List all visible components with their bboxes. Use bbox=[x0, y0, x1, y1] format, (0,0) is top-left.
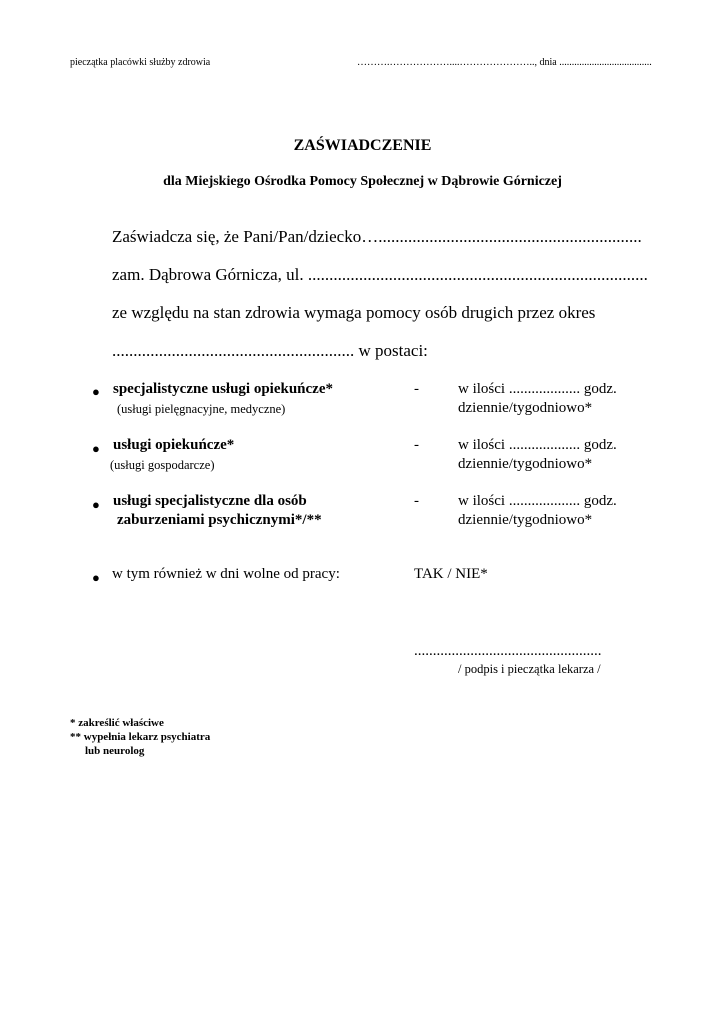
document-subtitle: dla Miejskiego Ośrodka Pomocy Społecznej w Dąbrowie Górniczej bbox=[163, 174, 562, 189]
period-line: ......................................................... w postaci: bbox=[112, 341, 428, 360]
footnote-2: ** wypełnia lekarz psychiatra bbox=[70, 731, 211, 743]
service-period: dziennie/tygodniowo* bbox=[458, 512, 593, 528]
service-period: dziennie/tygodniowo* bbox=[458, 456, 593, 472]
service-dash: - bbox=[414, 381, 419, 397]
service-note: (usługi gospodarcze) bbox=[110, 458, 215, 472]
service-label: usługi opiekuńcze* bbox=[113, 437, 235, 453]
bullet-icon: ● bbox=[92, 497, 100, 512]
service-quantity: w ilości ................... godz. bbox=[458, 381, 617, 397]
document-title: ZAŚWIADCZENIE bbox=[293, 137, 432, 154]
stamp-label: pieczątka placówki służby zdrowia bbox=[70, 57, 211, 68]
weekend-label: w tym również w dni wolne od pracy: bbox=[112, 566, 340, 582]
bullet-icon: ● bbox=[92, 384, 100, 399]
signature-label: / podpis i pieczątka lekarza / bbox=[458, 662, 601, 676]
footnote-1: * zakreślić właściwe bbox=[70, 717, 164, 729]
service-label: specjalistyczne usługi opiekuńcze* bbox=[113, 381, 333, 397]
signature-line: .................................................. bbox=[414, 643, 602, 659]
service-label-continued: zaburzeniami psychicznymi*/** bbox=[117, 512, 322, 528]
service-quantity: w ilości ................... godz. bbox=[458, 493, 617, 509]
address-line: zam. Dąbrowa Górnicza, ul. ................................................................................ bbox=[112, 265, 648, 284]
service-note: (usługi pielęgnacyjne, medyczne) bbox=[117, 402, 286, 416]
place-date-field: ……….………………....………………….., dnia ..................................... bbox=[357, 57, 652, 68]
service-label: usługi specjalistyczne dla osób bbox=[113, 493, 307, 509]
bullet-icon: ● bbox=[92, 441, 100, 456]
certify-line: Zaświadcza się, że Pani/Pan/dziecko….............................................................. bbox=[112, 227, 642, 246]
footnote-3: lub neurolog bbox=[85, 745, 145, 757]
weekend-option: TAK / NIE* bbox=[414, 566, 488, 582]
service-dash: - bbox=[414, 493, 419, 509]
service-dash: - bbox=[414, 437, 419, 453]
service-quantity: w ilości ................... godz. bbox=[458, 437, 617, 453]
service-period: dziennie/tygodniowo* bbox=[458, 400, 593, 416]
health-line: ze względu na stan zdrowia wymaga pomocy osób drugich przez okres bbox=[112, 303, 596, 322]
bullet-icon: ● bbox=[92, 570, 100, 585]
